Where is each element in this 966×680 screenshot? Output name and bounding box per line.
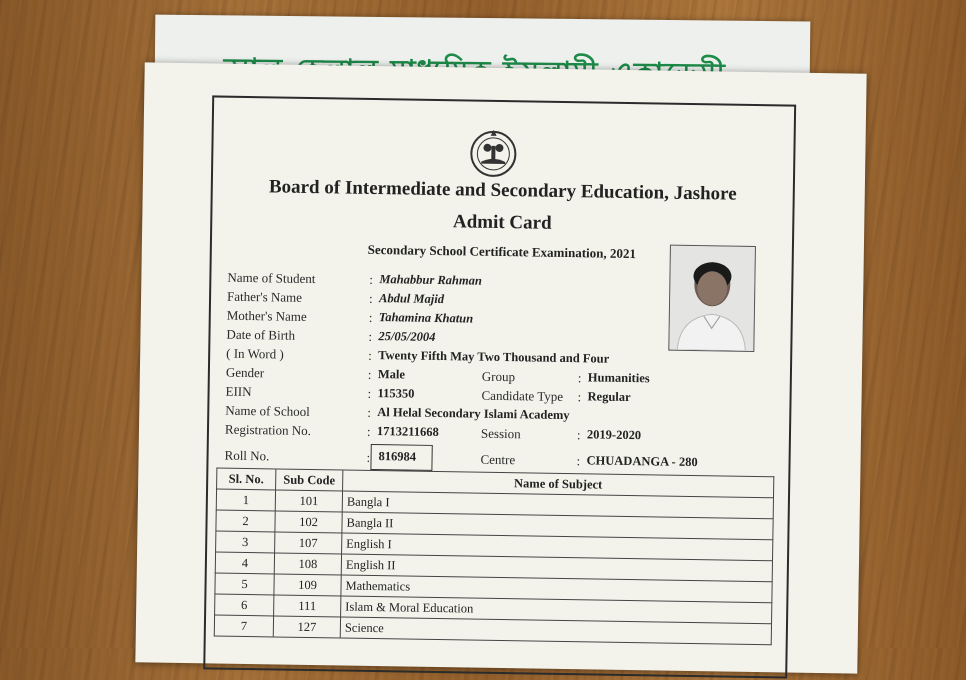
candidate-type-value: Regular xyxy=(587,389,631,405)
gender-value: Male xyxy=(377,367,406,382)
board-seal-icon xyxy=(465,123,522,180)
subject-name-cell: Mathematics xyxy=(341,575,772,603)
sl-no-cell: 4 xyxy=(215,552,274,574)
subject-name-header: Name of Subject xyxy=(343,470,774,498)
centre-value: CHUADANGA - 280 xyxy=(586,453,698,470)
sl-no-cell: 2 xyxy=(216,510,275,532)
board-title: Board of Intermediate and Secondary Education, Jashore xyxy=(268,176,737,205)
sub-code-cell: 108 xyxy=(274,553,341,575)
registration-number: 1713211668 xyxy=(376,424,439,440)
subject-name-cell: Bangla I xyxy=(342,491,773,519)
school-name: Al Helal Secondary Islami Academy xyxy=(377,405,570,423)
colon-mark: : xyxy=(368,290,373,306)
sl-no-cell: 5 xyxy=(215,573,274,595)
gender-label: Gender xyxy=(225,364,265,381)
subject-table xyxy=(214,468,775,646)
name-label: Name of Student xyxy=(227,269,316,287)
eiin-label: EIIN xyxy=(225,383,252,400)
dob-label: Date of Birth xyxy=(226,326,296,343)
eiin-value: 115350 xyxy=(377,386,415,401)
colon-mark: : xyxy=(576,453,581,469)
exam-title: Secondary School Certificate Examination, 2021 xyxy=(367,241,637,262)
date-of-birth: 25/05/2004 xyxy=(378,329,436,344)
sub-code-cell: 107 xyxy=(275,532,342,554)
student-name: Mahabbur Rahman xyxy=(379,272,482,288)
colon-mark: : xyxy=(577,370,582,386)
colon-mark: : xyxy=(576,427,581,443)
admit-card xyxy=(135,62,866,673)
father-label: Father's Name xyxy=(226,288,303,305)
father-name: Abdul Majid xyxy=(378,291,445,307)
colon-mark: : xyxy=(369,271,374,287)
sub-code-header: Sub Code xyxy=(276,469,343,491)
sl-no-cell: 1 xyxy=(216,489,275,511)
mother-label: Mother's Name xyxy=(226,307,307,324)
group-value: Humanities xyxy=(587,370,650,386)
sub-code-cell: 111 xyxy=(274,595,341,617)
candidate-type-label: Candidate Type xyxy=(481,387,564,404)
subject-name-cell: Bangla II xyxy=(342,512,773,540)
sl-no-header: Sl. No. xyxy=(217,468,276,490)
registration-label: Registration No. xyxy=(224,421,312,439)
inword-label: ( In Word ) xyxy=(226,345,284,362)
sub-code-cell: 101 xyxy=(275,490,342,512)
subject-name-cell: Science xyxy=(340,617,771,645)
roll-label: Roll No. xyxy=(224,447,270,464)
sl-no-cell: 3 xyxy=(216,531,275,553)
group-label: Group xyxy=(481,368,516,385)
student-portrait-icon xyxy=(669,246,755,351)
dob-in-word: Twenty Fifth May Two Thousand and Four xyxy=(378,348,610,366)
colon-mark: : xyxy=(366,449,371,465)
colon-mark: : xyxy=(368,328,373,344)
colon-mark: : xyxy=(368,309,373,325)
colon-mark: : xyxy=(366,423,371,439)
sl-no-cell: 6 xyxy=(215,594,274,616)
subject-name-cell: Islam & Moral Education xyxy=(341,596,772,624)
sl-no-cell: 7 xyxy=(214,615,273,637)
school-label: Name of School xyxy=(225,402,310,420)
sub-code-cell: 109 xyxy=(274,574,341,596)
session-label: Session xyxy=(480,425,521,442)
colon-mark: : xyxy=(367,366,372,382)
mother-name: Tahamina Khatun xyxy=(378,310,474,326)
roll-number: 816984 xyxy=(378,449,417,464)
sub-code-cell: 102 xyxy=(275,511,342,533)
subject-name-cell: English II xyxy=(341,554,772,582)
student-photo xyxy=(668,245,756,352)
centre-label: Centre xyxy=(480,451,516,468)
card-title: Admit Card xyxy=(452,211,552,234)
colon-mark: : xyxy=(368,347,372,363)
colon-mark: : xyxy=(367,385,372,401)
colon-mark: : xyxy=(367,404,372,420)
subject-name-cell: English I xyxy=(342,533,773,561)
session-value: 2019-2020 xyxy=(586,427,642,443)
sub-code-cell: 127 xyxy=(273,616,340,638)
colon-mark: : xyxy=(577,389,582,405)
